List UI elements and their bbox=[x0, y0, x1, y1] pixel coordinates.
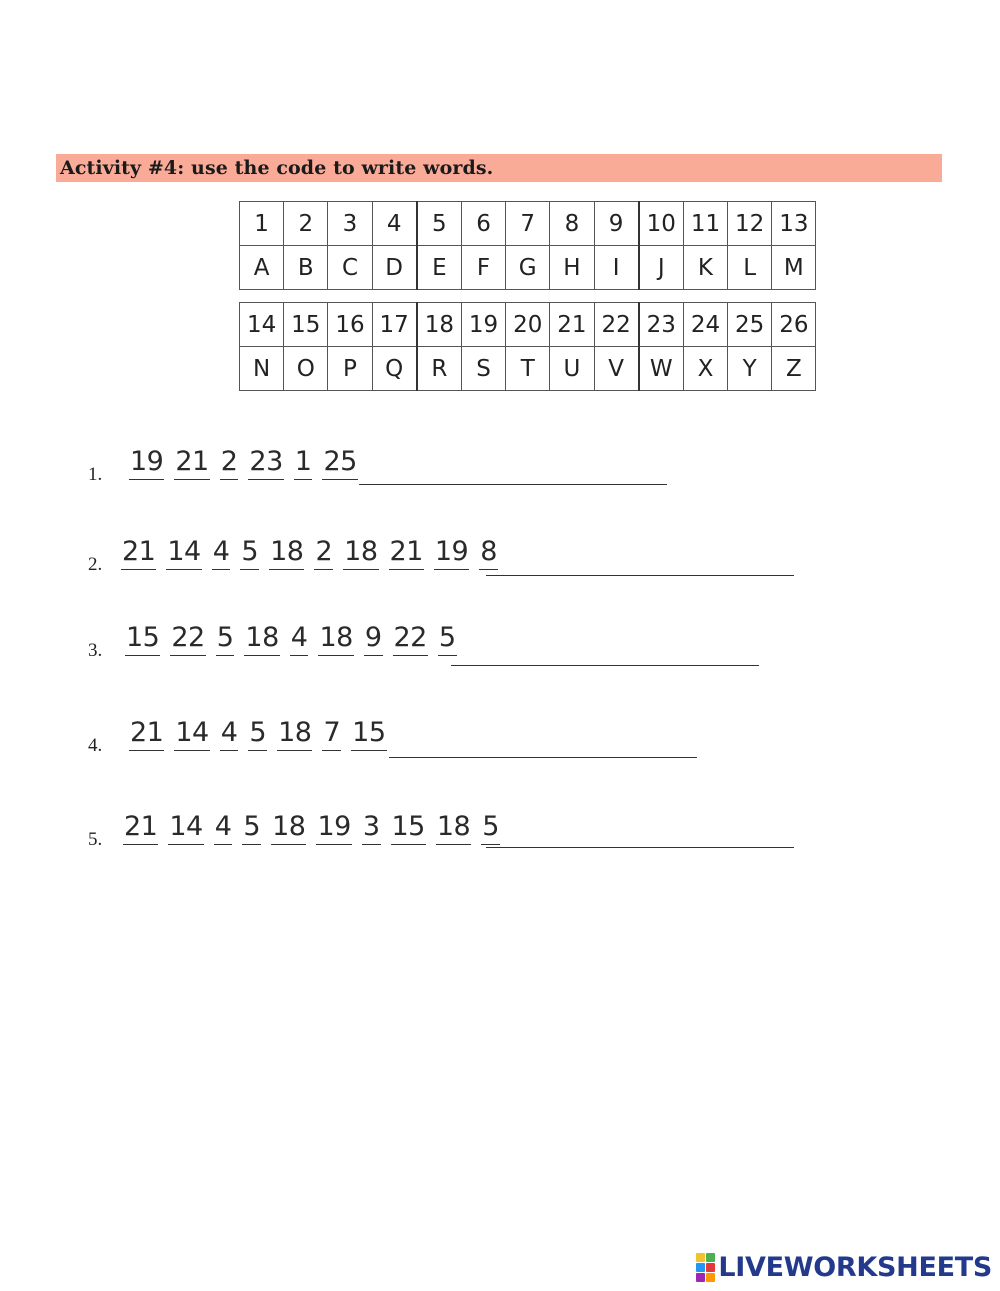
code-number-cell: 3 bbox=[328, 202, 372, 246]
code-number-cell: 17 bbox=[372, 303, 417, 347]
code-number: 18 bbox=[244, 621, 279, 656]
code-number: 5 bbox=[216, 621, 235, 656]
code-number: 3 bbox=[362, 810, 381, 845]
code-letter-cell: J bbox=[639, 246, 684, 290]
code-letter-cell: R bbox=[417, 347, 462, 391]
exercise-number: 2. bbox=[88, 554, 103, 575]
code-number-cell: 11 bbox=[683, 202, 727, 246]
code-number: 1 bbox=[294, 445, 313, 480]
code-letter-cell: B bbox=[284, 246, 328, 290]
code-numbers-row bbox=[240, 303, 816, 347]
exercise-number: 3. bbox=[88, 640, 103, 661]
liveworksheets-logo bbox=[696, 1252, 992, 1283]
code-letter-cell: M bbox=[772, 246, 816, 290]
code-number: 4 bbox=[212, 535, 231, 570]
code-letter-cell: Z bbox=[772, 347, 816, 391]
code-letter-cell: A bbox=[240, 246, 284, 290]
code-letter-cell: P bbox=[328, 347, 372, 391]
code-number-cell: 21 bbox=[550, 303, 594, 347]
code-number: 9 bbox=[364, 621, 383, 656]
code-number-cell: 19 bbox=[461, 303, 505, 347]
exercise-number: 4. bbox=[88, 735, 103, 756]
code-number-cell: 8 bbox=[550, 202, 594, 246]
code-number-cell: 16 bbox=[328, 303, 372, 347]
code-letter-cell: K bbox=[683, 246, 727, 290]
activity-title: Activity #4: use the code to write words. bbox=[60, 157, 494, 179]
code-letters-row bbox=[240, 246, 816, 290]
code-letter-cell: N bbox=[240, 347, 284, 391]
code-number: 22 bbox=[170, 621, 205, 656]
code-number-cell: 12 bbox=[728, 202, 772, 246]
code-number-cell: 6 bbox=[461, 202, 505, 246]
exercise-number: 5. bbox=[88, 829, 103, 850]
code-letters-row bbox=[240, 347, 816, 391]
code-number-cell: 14 bbox=[240, 303, 284, 347]
code-number: 21 bbox=[174, 445, 209, 480]
exercise-number: 1. bbox=[88, 464, 103, 485]
code-number: 14 bbox=[174, 716, 209, 751]
code-number: 2 bbox=[314, 535, 333, 570]
code-number: 18 bbox=[436, 810, 471, 845]
code-number: 15 bbox=[391, 810, 426, 845]
code-number: 18 bbox=[343, 535, 378, 570]
code-table-n-to-z bbox=[239, 302, 816, 391]
code-number: 5 bbox=[438, 621, 457, 656]
code-number: 21 bbox=[129, 716, 164, 751]
code-number: 18 bbox=[318, 621, 353, 656]
code-number-cell: 13 bbox=[772, 202, 816, 246]
code-number: 21 bbox=[389, 535, 424, 570]
code-number-cell: 2 bbox=[284, 202, 328, 246]
code-number-cell: 15 bbox=[284, 303, 328, 347]
code-number: 4 bbox=[290, 621, 309, 656]
code-letter-cell: D bbox=[372, 246, 417, 290]
code-number: 19 bbox=[434, 535, 469, 570]
code-number: 21 bbox=[123, 810, 158, 845]
code-number-cell: 20 bbox=[506, 303, 550, 347]
code-sequence bbox=[129, 716, 387, 751]
code-number: 25 bbox=[322, 445, 357, 480]
liveworksheets-logo-icon bbox=[696, 1253, 715, 1282]
code-table-a-to-m bbox=[239, 201, 816, 290]
code-number: 14 bbox=[168, 810, 203, 845]
code-letter-cell: L bbox=[728, 246, 772, 290]
code-letter-cell: U bbox=[550, 347, 594, 391]
code-number: 4 bbox=[214, 810, 233, 845]
answer-field[interactable] bbox=[389, 757, 697, 758]
code-number: 18 bbox=[269, 535, 304, 570]
code-number: 5 bbox=[248, 716, 267, 751]
code-letter-cell: S bbox=[461, 347, 505, 391]
code-number: 19 bbox=[129, 445, 164, 480]
code-number-cell: 18 bbox=[417, 303, 462, 347]
code-sequence bbox=[125, 621, 457, 656]
code-number-cell: 26 bbox=[772, 303, 816, 347]
code-letter-cell: Q bbox=[372, 347, 417, 391]
code-number: 5 bbox=[240, 535, 259, 570]
code-number: 5 bbox=[481, 810, 500, 845]
code-number-cell: 22 bbox=[594, 303, 639, 347]
logo-text: LIVEWORKSHEETS bbox=[718, 1252, 992, 1283]
code-number: 18 bbox=[277, 716, 312, 751]
answer-field[interactable] bbox=[486, 575, 794, 576]
code-number: 15 bbox=[351, 716, 386, 751]
code-number: 22 bbox=[393, 621, 428, 656]
code-sequence bbox=[123, 810, 500, 845]
code-numbers-row bbox=[240, 202, 816, 246]
answer-field[interactable] bbox=[451, 665, 759, 666]
code-number: 18 bbox=[271, 810, 306, 845]
code-letter-cell: C bbox=[328, 246, 372, 290]
code-number: 21 bbox=[121, 535, 156, 570]
code-letter-cell: O bbox=[284, 347, 328, 391]
code-number-cell: 10 bbox=[639, 202, 684, 246]
code-letter-cell: E bbox=[417, 246, 462, 290]
code-letter-cell: T bbox=[506, 347, 550, 391]
code-number-cell: 23 bbox=[639, 303, 684, 347]
code-number: 4 bbox=[220, 716, 239, 751]
code-letter-cell: Y bbox=[728, 347, 772, 391]
code-letter-cell: H bbox=[550, 246, 594, 290]
code-letter-cell: V bbox=[594, 347, 639, 391]
code-number: 15 bbox=[125, 621, 160, 656]
code-number: 8 bbox=[479, 535, 498, 570]
code-letter-cell: I bbox=[594, 246, 639, 290]
code-number-cell: 24 bbox=[683, 303, 727, 347]
code-number-cell: 5 bbox=[417, 202, 462, 246]
code-number: 23 bbox=[248, 445, 283, 480]
code-number-cell: 4 bbox=[372, 202, 417, 246]
code-letter-cell: W bbox=[639, 347, 684, 391]
code-number-cell: 7 bbox=[506, 202, 550, 246]
code-number-cell: 25 bbox=[728, 303, 772, 347]
code-sequence bbox=[121, 535, 498, 570]
code-number-cell: 9 bbox=[594, 202, 639, 246]
code-number: 19 bbox=[316, 810, 351, 845]
code-number: 14 bbox=[166, 535, 201, 570]
answer-field[interactable] bbox=[486, 847, 794, 848]
activity-header-bar bbox=[56, 154, 942, 182]
code-number-cell: 1 bbox=[240, 202, 284, 246]
code-letter-cell: F bbox=[461, 246, 505, 290]
code-letter-cell: X bbox=[683, 347, 727, 391]
code-sequence bbox=[129, 445, 358, 480]
answer-field[interactable] bbox=[359, 484, 667, 485]
code-number: 2 bbox=[220, 445, 239, 480]
code-number: 7 bbox=[322, 716, 341, 751]
code-letter-cell: G bbox=[506, 246, 550, 290]
code-number: 5 bbox=[242, 810, 261, 845]
